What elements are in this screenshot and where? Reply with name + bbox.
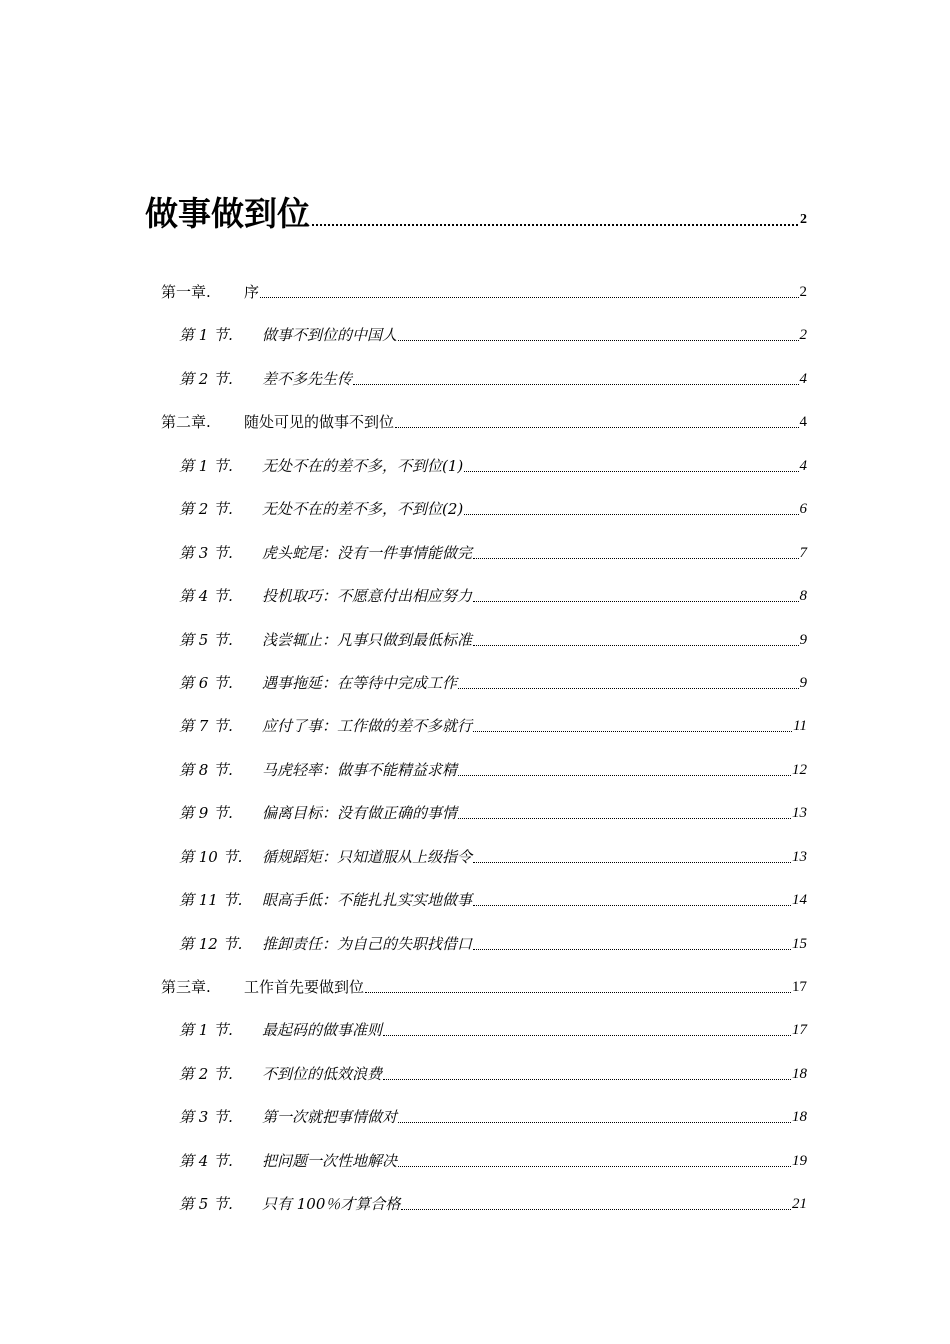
- entry-number: 第 2 节.: [179, 369, 233, 388]
- toc-section-entry[interactable]: [161, 1150, 807, 1193]
- entry-label: 虎头蛇尾：没有一件事情能做完: [262, 543, 473, 562]
- entry-number: 第 3 节.: [179, 543, 233, 562]
- entry-label: 工作首先要做到位: [244, 978, 365, 996]
- toc-section-entry[interactable]: [161, 759, 807, 802]
- dot-leader: [398, 324, 798, 341]
- entry-label: 不到位的低效浪费: [262, 1064, 383, 1083]
- page-number: 8: [799, 588, 807, 605]
- entry-label: 投机取巧：不愿意付出相应努力: [262, 587, 473, 606]
- page-number: 13: [792, 805, 807, 822]
- page-number: 2: [800, 212, 807, 227]
- page-number: 4: [799, 370, 807, 387]
- entry-number: 第 5 节.: [179, 1195, 233, 1214]
- dot-leader: [353, 368, 798, 385]
- dot-leader: [458, 759, 791, 776]
- toc-section-entry[interactable]: [161, 542, 807, 585]
- entry-number: 第 1 节.: [179, 456, 233, 475]
- dot-leader: [312, 224, 798, 226]
- entry-number: 第 4 节.: [179, 1151, 233, 1170]
- toc-section-entry[interactable]: [161, 1193, 807, 1236]
- entry-label: 最起码的做事准则: [262, 1021, 383, 1040]
- entry-number: 第一章.: [161, 283, 211, 301]
- toc-section-entry[interactable]: [161, 1019, 807, 1062]
- page-number: 14: [792, 892, 807, 909]
- entry-label: 把问题一次性地解决: [262, 1151, 398, 1170]
- toc-section-entry[interactable]: [161, 672, 807, 715]
- entry-number: 第 1 节.: [179, 326, 233, 345]
- page-number: 21: [792, 1196, 807, 1213]
- dot-leader: [473, 629, 798, 646]
- dot-leader: [473, 715, 792, 732]
- toc-section-entry[interactable]: [161, 585, 807, 628]
- entry-number: 第 12 节.: [179, 934, 243, 953]
- dot-leader: [464, 455, 798, 472]
- page-number: 6: [799, 501, 807, 518]
- toc-section-entry[interactable]: [161, 1063, 807, 1106]
- toc-section-entry[interactable]: [161, 933, 807, 976]
- entry-label: 眼高手低：不能扎扎实实地做事: [262, 891, 473, 910]
- page-number: 2: [799, 284, 807, 300]
- entry-number: 第三章.: [161, 978, 211, 996]
- page-number: 4: [799, 414, 807, 431]
- entry-number: 第 7 节.: [179, 717, 233, 736]
- page-number: 17: [792, 1022, 807, 1039]
- entry-label: 马虎轻率：做事不能精益求精: [262, 760, 458, 779]
- toc-chapter-entry[interactable]: [161, 281, 807, 324]
- entry-number: 第 5 节.: [179, 630, 233, 649]
- page-number: 18: [792, 1065, 807, 1082]
- dot-leader: [260, 281, 798, 298]
- document-title: 做事做到位: [145, 194, 310, 233]
- entry-label: 遇事拖延：在等待中完成工作: [262, 673, 458, 692]
- entry-label: 应付了事：工作做的差不多就行: [262, 717, 473, 736]
- page-number: 11: [793, 718, 807, 735]
- page-number: 19: [792, 1152, 807, 1169]
- page-number: 13: [792, 848, 807, 865]
- entry-number: 第 8 节.: [179, 760, 233, 779]
- dot-leader: [398, 1150, 791, 1167]
- entry-label: 无处不在的差不多，不到位(1): [262, 456, 464, 475]
- entry-number: 第 9 节.: [179, 804, 233, 823]
- toc-section-entry[interactable]: [161, 498, 807, 541]
- toc-section-entry[interactable]: [161, 629, 807, 672]
- entry-number: 第 11 节.: [179, 891, 243, 910]
- entry-number: 第 10 节.: [179, 847, 243, 866]
- dot-leader: [365, 976, 791, 993]
- toc-section-entry[interactable]: [161, 889, 807, 932]
- toc-title-entry[interactable]: [145, 190, 807, 234]
- toc-chapter-entry[interactable]: [161, 976, 807, 1019]
- entry-label: 浅尝辄止：凡事只做到最低标准: [262, 630, 473, 649]
- entry-label: 无处不在的差不多，不到位(2): [262, 500, 464, 519]
- toc-chapter-entry[interactable]: [161, 411, 807, 454]
- page-number: 7: [799, 544, 807, 561]
- dot-leader: [473, 542, 798, 559]
- dot-leader: [473, 889, 791, 906]
- entry-label: 差不多先生传: [262, 369, 353, 388]
- toc-section-entry[interactable]: [161, 846, 807, 889]
- entry-label: 随处可见的做事不到位: [244, 413, 395, 432]
- page-number: 18: [792, 1109, 807, 1126]
- entry-label: 只有 100％才算合格: [262, 1195, 401, 1214]
- dot-leader: [473, 933, 791, 950]
- toc-section-entry[interactable]: [161, 455, 807, 498]
- entry-number: 第 2 节.: [179, 1064, 233, 1083]
- dot-leader: [398, 1106, 791, 1123]
- entry-number: 第 2 节.: [179, 500, 233, 519]
- dot-leader: [464, 498, 798, 515]
- entry-label: 第一次就把事情做对: [262, 1108, 398, 1127]
- dot-leader: [383, 1063, 791, 1080]
- page-number: 15: [792, 935, 807, 952]
- dot-leader: [458, 802, 791, 819]
- page-number: 9: [799, 631, 807, 648]
- entry-number: 第 6 节.: [179, 673, 233, 692]
- dot-leader: [473, 585, 798, 602]
- page-number: 2: [799, 327, 807, 344]
- dot-leader: [458, 672, 798, 689]
- entry-label: 推卸责任：为自己的失职找借口: [262, 934, 473, 953]
- entry-label: 循规蹈矩：只知道服从上级指令: [262, 847, 473, 866]
- page-number: 4: [799, 457, 807, 474]
- dot-leader: [473, 846, 791, 863]
- entry-label: 做事不到位的中国人: [262, 326, 398, 345]
- page-number: 9: [799, 674, 807, 691]
- entry-number: 第 3 节.: [179, 1108, 233, 1127]
- toc-section-entry[interactable]: [161, 802, 807, 845]
- dot-leader: [395, 411, 798, 428]
- entry-label: 偏离目标：没有做正确的事情: [262, 804, 458, 823]
- toc-section-entry[interactable]: [161, 715, 807, 758]
- page-number: 12: [792, 761, 807, 778]
- table-of-contents: [161, 281, 807, 1237]
- toc-section-entry[interactable]: [161, 368, 807, 411]
- page-number: 17: [792, 979, 807, 995]
- dot-leader: [383, 1019, 791, 1036]
- entry-label: 序: [244, 283, 260, 301]
- toc-section-entry[interactable]: [161, 1106, 807, 1149]
- toc-section-entry[interactable]: [161, 324, 807, 367]
- entry-number: 第 4 节.: [179, 587, 233, 606]
- dot-leader: [401, 1193, 791, 1210]
- entry-number: 第二章.: [161, 413, 211, 432]
- entry-number: 第 1 节.: [179, 1021, 233, 1040]
